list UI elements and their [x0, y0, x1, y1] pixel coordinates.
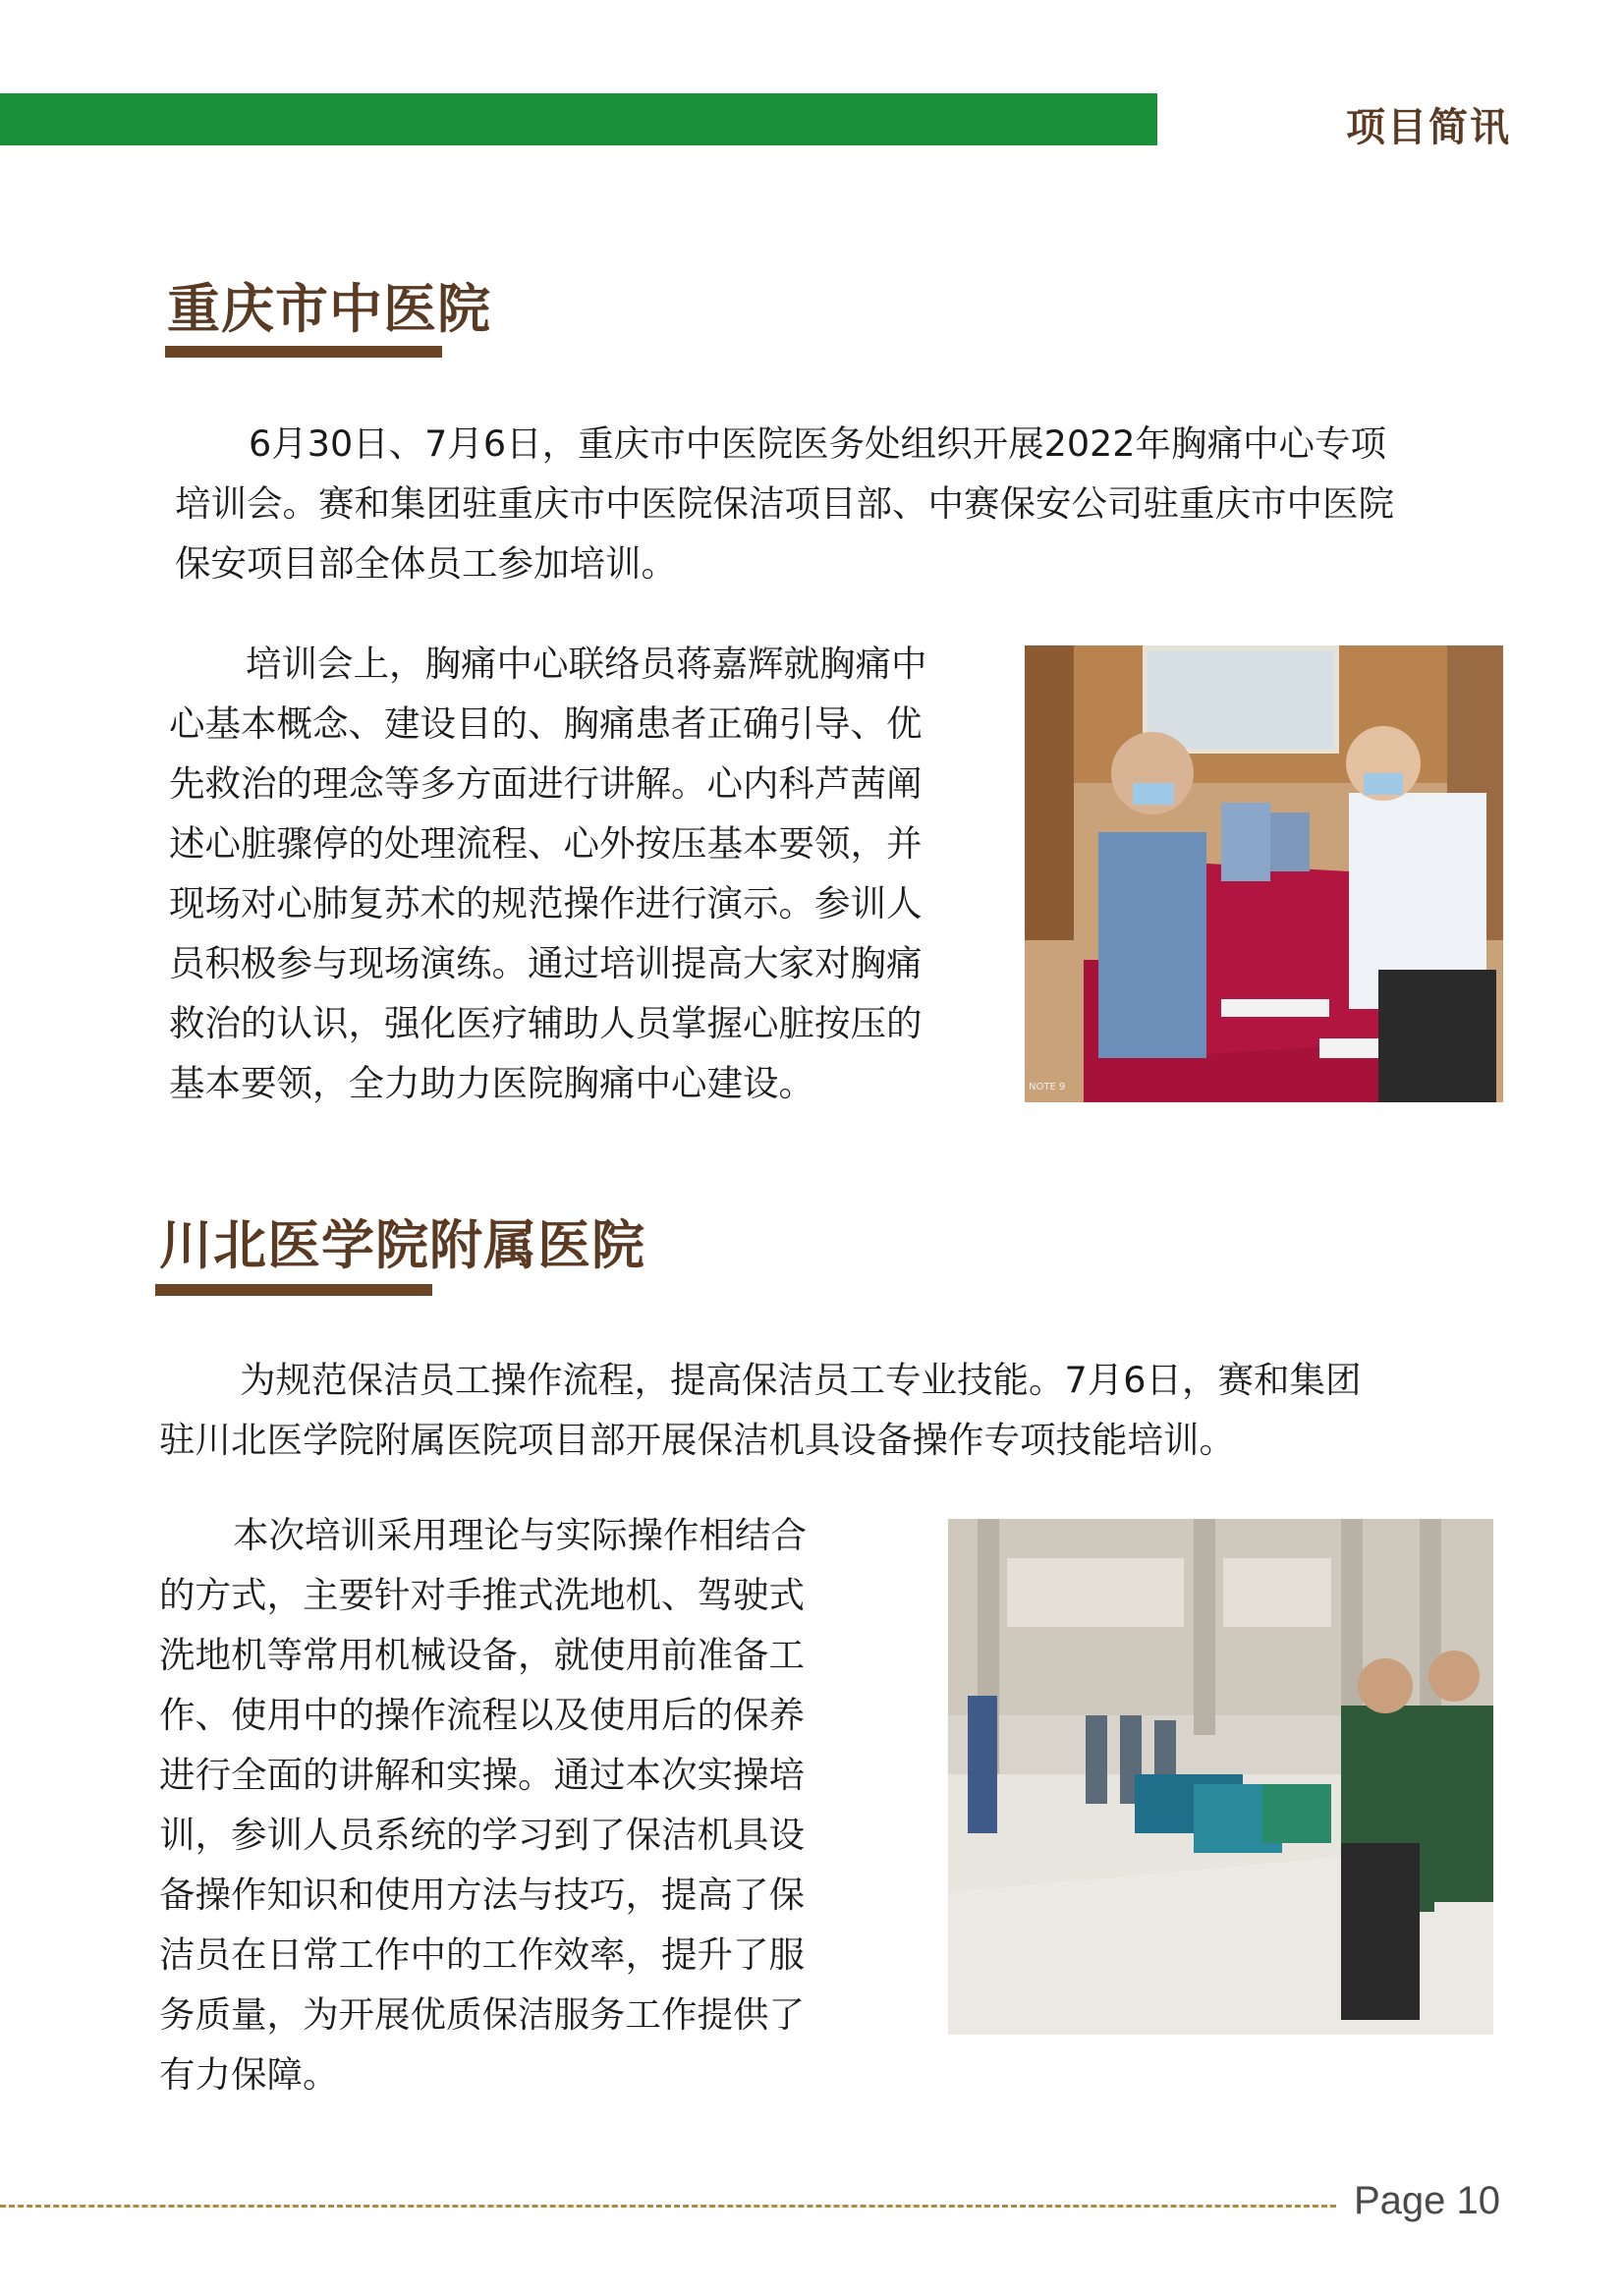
header-section-label: 项目简讯 — [1346, 105, 1511, 150]
text-line: 保安项目部全体员工参加培训。 — [175, 542, 677, 585]
text-line: 先救治的理念等多方面进行讲解。心内科芦茜阐 — [169, 762, 923, 805]
text-line: 心基本概念、建设目的、胸痛患者正确引导、优 — [169, 702, 923, 745]
section-title-underline — [155, 1284, 432, 1296]
section1-paragraph2 — [169, 634, 927, 1113]
page-number: Page 10 — [1354, 2179, 1501, 2222]
text-line: 为规范保洁员工操作流程，提高保洁员工专业技能。7月6日，赛和集团 — [240, 1359, 1362, 1401]
text-line: 训，参训人员系统的学习到了保洁机具设 — [159, 1814, 805, 1856]
photo-watermark: NOTE 9 — [1029, 1082, 1066, 1092]
text-line: 基本要领，全力助力医院胸痛中心建设。 — [169, 1062, 814, 1104]
header-green-bar — [0, 93, 1157, 145]
section-title-chongqing: 重庆市中医院 — [167, 278, 491, 340]
text-line: 员积极参与现场演练。通过培训提高大家对胸痛 — [169, 942, 923, 984]
text-line: 洗地机等常用机械设备，就使用前准备工 — [159, 1634, 805, 1676]
text-line: 述心脏骤停的处理流程、心外按压基本要领，并 — [169, 822, 923, 865]
text-line: 洁员在日常工作中的工作效率，提升了服 — [159, 1933, 805, 1976]
text-line: 务质量，为开展优质保洁服务工作提供了 — [159, 1993, 805, 2036]
text-line: 备操作知识和使用方法与技巧，提高了保 — [159, 1874, 805, 1916]
text-line: 有力保障。 — [159, 2053, 339, 2096]
text-line: 培训会上，胸痛中心联络员蒋嘉辉就胸痛中 — [246, 643, 927, 685]
text-line: 6月30日、7月6日，重庆市中医院医务处组织开展2022年胸痛中心专项 — [249, 422, 1387, 465]
text-line: 进行全面的讲解和实操。通过本次实操培 — [159, 1754, 805, 1796]
section1-paragraph1 — [175, 414, 1394, 593]
photo-cpr-training — [1025, 645, 1503, 1102]
section-title-underline — [165, 346, 442, 358]
text-line: 的方式，主要针对手推式洗地机、驾驶式 — [159, 1574, 805, 1616]
text-line: 现场对心肺复苏术的规范操作进行演示。参训人 — [169, 882, 923, 924]
text-line: 作、使用中的操作流程以及使用后的保养 — [159, 1694, 805, 1736]
footer-dashed-line — [0, 2205, 1336, 2208]
section2-paragraph1 — [159, 1350, 1361, 1470]
text-line: 救治的认识，强化医疗辅助人员掌握心脏按压的 — [169, 1002, 923, 1044]
text-line: 本次培训采用理论与实际操作相结合 — [233, 1514, 807, 1556]
text-line: 驻川北医学院附属医院项目部开展保洁机具设备操作专项技能培训。 — [159, 1419, 1235, 1461]
photo-cleaning-machine-training — [948, 1519, 1493, 2035]
text-line: 培训会。赛和集团驻重庆市中医院保洁项目部、中赛保安公司驻重庆市中医院 — [175, 482, 1394, 525]
section2-paragraph2 — [159, 1505, 807, 2104]
section-title-chuanbei: 川北医学院附属医院 — [159, 1214, 645, 1276]
